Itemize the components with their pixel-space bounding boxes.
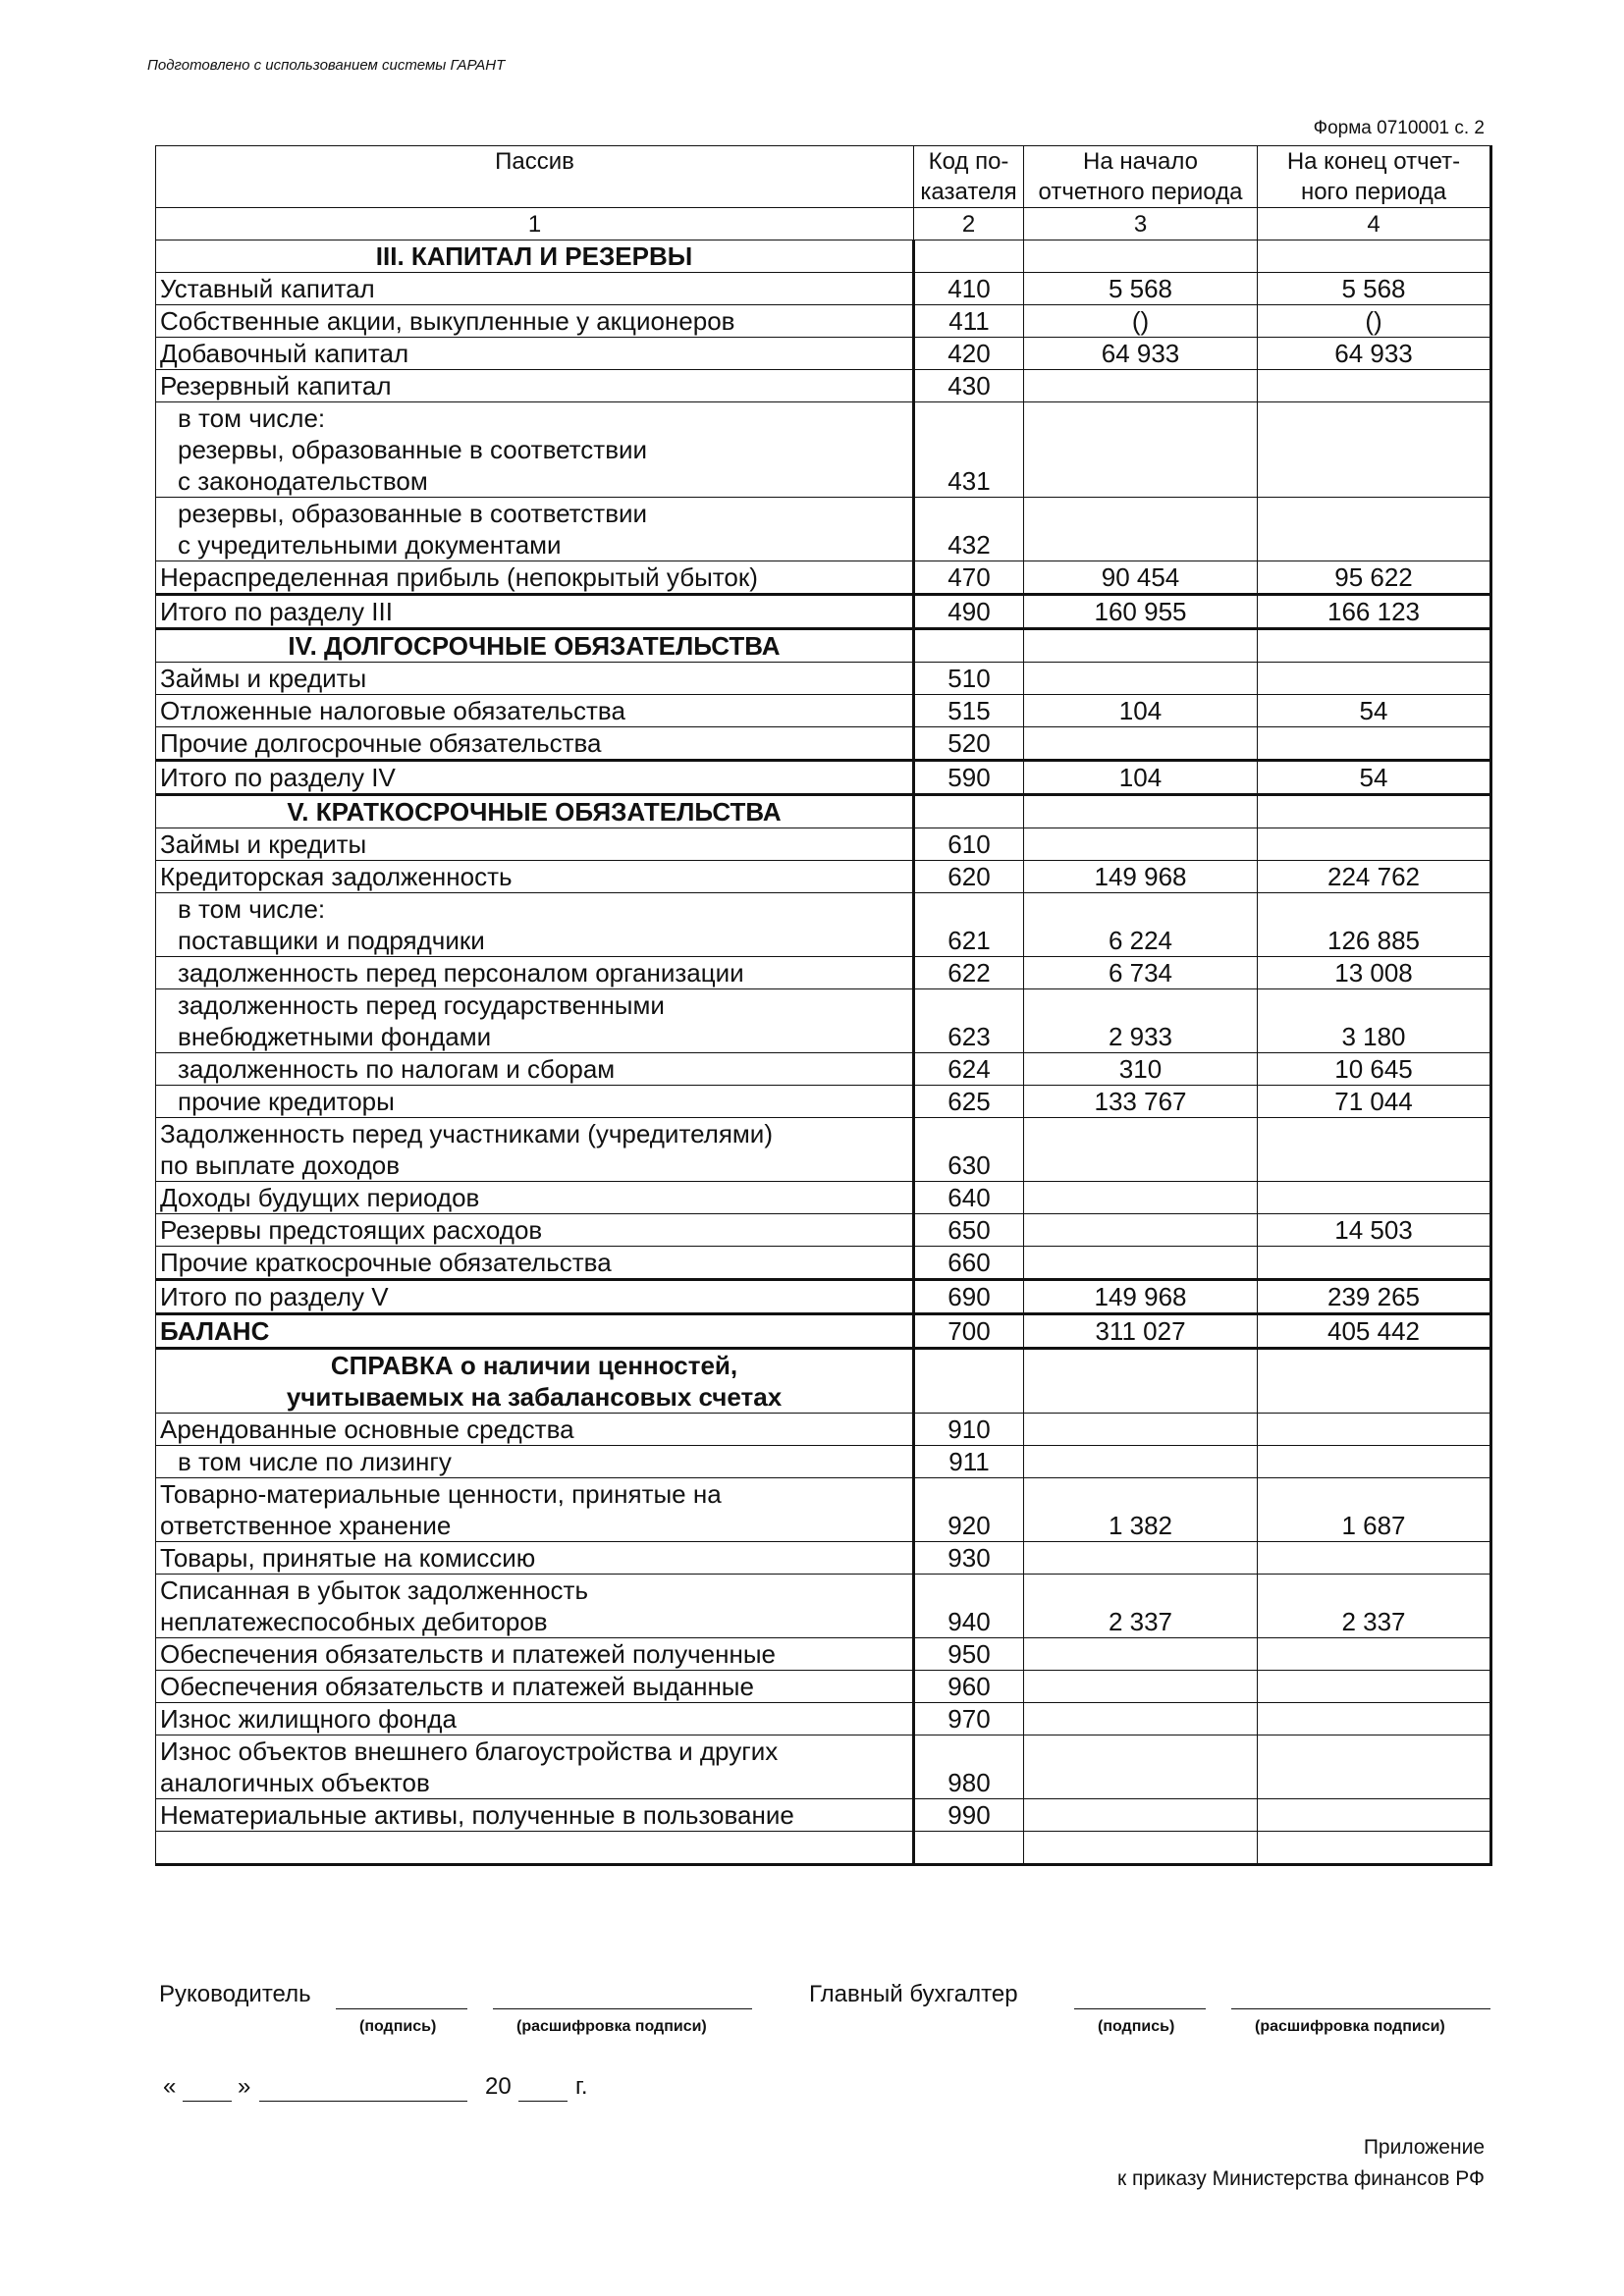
row-code: 411 [914, 305, 1024, 338]
row-value-end: 10 645 [1258, 1053, 1491, 1086]
row-value-start [1024, 1118, 1258, 1182]
table-row [156, 989, 1491, 1053]
footer-line: Приложение [1363, 2136, 1485, 2159]
row-value-start: 2 337 [1024, 1575, 1258, 1638]
row-value-end: 71 044 [1258, 1086, 1491, 1118]
row-value-start [1024, 1182, 1258, 1214]
table-row [156, 1799, 1491, 1832]
row-name: Резервы предстоящих расходов [156, 1214, 914, 1247]
date-year-line[interactable] [518, 2101, 568, 2102]
table-row [156, 1280, 1491, 1314]
row-code [914, 795, 1024, 828]
head-signature-label: Руководитель [159, 1981, 311, 2007]
row-code: 620 [914, 861, 1024, 893]
row-name: Итого по разделу IV [156, 761, 914, 795]
table-row [156, 663, 1491, 695]
footer-note [1117, 2132, 1485, 2195]
row-code: 990 [914, 1799, 1024, 1832]
table-row [156, 1247, 1491, 1280]
row-name: Итого по разделу V [156, 1280, 914, 1314]
row-code [914, 629, 1024, 663]
row-name: Резервный капитал [156, 370, 914, 402]
table-row [156, 1638, 1491, 1671]
row-value-end: 166 123 [1258, 595, 1491, 629]
accountant-signature-line[interactable] [1074, 2008, 1206, 2009]
row-value-start [1024, 370, 1258, 402]
row-name: Обеспечения обязательств и платежей полученные [156, 1638, 914, 1671]
table-row [156, 1446, 1491, 1478]
row-code: 650 [914, 1214, 1024, 1247]
table-row [156, 1086, 1491, 1118]
row-value-start [1024, 1414, 1258, 1446]
row-value-start [1024, 663, 1258, 695]
row-value-end: 239 265 [1258, 1280, 1491, 1314]
row-value-start [1024, 1671, 1258, 1703]
row-value-end [1258, 1414, 1491, 1446]
row-value-start [1024, 1214, 1258, 1247]
row-name: БАЛАНС [156, 1314, 914, 1349]
head-name-line[interactable] [493, 2008, 752, 2009]
table-row [156, 1542, 1491, 1575]
row-value-start [1024, 1446, 1258, 1478]
row-value-end [1258, 663, 1491, 695]
table-row [156, 1671, 1491, 1703]
row-name: прочие кредиторы [156, 1086, 914, 1118]
row-name: в том числе по лизингу [156, 1446, 914, 1478]
row-value-end [1258, 370, 1491, 402]
row-code: 410 [914, 273, 1024, 305]
form-reference: Форма 0710001 с. 2 [1313, 118, 1485, 138]
row-code: 970 [914, 1703, 1024, 1735]
row-value-end: 224 762 [1258, 861, 1491, 893]
row-name: Отложенные налоговые обязательства [156, 695, 914, 727]
row-value-start [1024, 828, 1258, 861]
row-code: 910 [914, 1414, 1024, 1446]
row-value-end [1258, 629, 1491, 663]
row-name: III. КАПИТАЛ И РЕЗЕРВЫ [156, 240, 914, 273]
header-note: Подготовлено с использованием системы ГАРАНТ [147, 57, 506, 74]
row-code [914, 240, 1024, 273]
head-signature-line[interactable] [336, 2008, 467, 2009]
table-row [156, 957, 1491, 989]
row-value-start: 6 224 [1024, 893, 1258, 957]
table-row [156, 1703, 1491, 1735]
table-row [156, 338, 1491, 370]
table-row [156, 893, 1491, 957]
row-code: 420 [914, 338, 1024, 370]
row-value-start [1024, 1703, 1258, 1735]
row-code: 622 [914, 957, 1024, 989]
row-code: 510 [914, 663, 1024, 695]
row-value-start: () [1024, 305, 1258, 338]
row-value-start [1024, 727, 1258, 761]
row-code: 520 [914, 727, 1024, 761]
table-row [156, 795, 1491, 828]
row-value-end [1258, 1247, 1491, 1280]
row-value-end: 1 687 [1258, 1478, 1491, 1542]
row-name: Товары, принятые на комиссию [156, 1542, 914, 1575]
row-name: Доходы будущих периодов [156, 1182, 914, 1214]
row-name: в том числе: резервы, образованные в соответствии с законодательством [156, 402, 914, 498]
row-code: 515 [914, 695, 1024, 727]
row-value-start [1024, 1542, 1258, 1575]
row-code: 930 [914, 1542, 1024, 1575]
row-name: Займы и кредиты [156, 663, 914, 695]
row-code: 960 [914, 1671, 1024, 1703]
row-name [156, 1832, 914, 1865]
row-value-end [1258, 1671, 1491, 1703]
row-value-start: 1 382 [1024, 1478, 1258, 1542]
row-value-start [1024, 1799, 1258, 1832]
row-code: 660 [914, 1247, 1024, 1280]
row-value-start: 311 027 [1024, 1314, 1258, 1349]
row-name: IV. ДОЛГОСРОЧНЫЕ ОБЯЗАТЕЛЬСТВА [156, 629, 914, 663]
row-value-end [1258, 1638, 1491, 1671]
row-value-start: 6 734 [1024, 957, 1258, 989]
date-year-prefix: 20 [485, 2073, 512, 2100]
date-open-quote: « [163, 2073, 177, 2100]
row-value-start [1024, 795, 1258, 828]
row-code: 470 [914, 561, 1024, 595]
row-value-start [1024, 1349, 1258, 1414]
accountant-signature-label: Главный бухгалтер [809, 1981, 1018, 2007]
row-value-end: 5 568 [1258, 273, 1491, 305]
table-row [156, 240, 1491, 273]
date-day-line[interactable] [183, 2101, 232, 2102]
row-code: 700 [914, 1314, 1024, 1349]
row-code: 980 [914, 1735, 1024, 1799]
table-row [156, 1214, 1491, 1247]
table-row [156, 370, 1491, 402]
row-code: 431 [914, 402, 1024, 498]
row-name: Задолженность перед участниками (учредителями) по выплате доходов [156, 1118, 914, 1182]
row-value-end [1258, 402, 1491, 498]
row-value-start [1024, 1247, 1258, 1280]
row-name: задолженность перед персоналом организации [156, 957, 914, 989]
row-name: Займы и кредиты [156, 828, 914, 861]
row-value-start: 90 454 [1024, 561, 1258, 595]
row-value-end [1258, 1542, 1491, 1575]
row-name: Добавочный капитал [156, 338, 914, 370]
column-header-end: На конец отчет- ного периода [1258, 146, 1491, 208]
row-value-start [1024, 240, 1258, 273]
row-value-start [1024, 402, 1258, 498]
row-code [914, 1349, 1024, 1414]
table-row [156, 828, 1491, 861]
row-value-start: 310 [1024, 1053, 1258, 1086]
row-value-start: 64 933 [1024, 338, 1258, 370]
row-name: Итого по разделу III [156, 595, 914, 629]
row-value-end: 54 [1258, 695, 1491, 727]
row-code: 690 [914, 1280, 1024, 1314]
row-name: Нераспределенная прибыль (непокрытый убыток) [156, 561, 914, 595]
row-name: Товарно-материальные ценности, принятые на ответственное хранение [156, 1478, 914, 1542]
column-number: 2 [914, 208, 1024, 240]
table-row [156, 761, 1491, 795]
date-close-quote: » [238, 2073, 251, 2100]
row-value-end [1258, 1799, 1491, 1832]
row-value-end [1258, 828, 1491, 861]
row-value-start: 149 968 [1024, 1280, 1258, 1314]
table-row [156, 1832, 1491, 1865]
column-header-start: На начало отчетного периода [1024, 146, 1258, 208]
table-row [156, 1414, 1491, 1446]
row-name: Арендованные основные средства [156, 1414, 914, 1446]
row-value-end: 14 503 [1258, 1214, 1491, 1247]
row-value-end: 405 442 [1258, 1314, 1491, 1349]
row-code: 625 [914, 1086, 1024, 1118]
row-value-end [1258, 498, 1491, 561]
row-name: в том числе: поставщики и подрядчики [156, 893, 914, 957]
row-value-end: 126 885 [1258, 893, 1491, 957]
table-row [156, 595, 1491, 629]
row-code: 590 [914, 761, 1024, 795]
row-name: Прочие краткосрочные обязательства [156, 1247, 914, 1280]
row-name: Списанная в убыток задолженность неплатежеспособных дебиторов [156, 1575, 914, 1638]
table-row [156, 1575, 1491, 1638]
signature-caption: (подпись) [359, 2018, 437, 2035]
row-code: 621 [914, 893, 1024, 957]
row-code: 630 [914, 1118, 1024, 1182]
row-value-end [1258, 727, 1491, 761]
accountant-name-line[interactable] [1231, 2008, 1490, 2009]
row-code [914, 1832, 1024, 1865]
row-value-end [1258, 1349, 1491, 1414]
table-row [156, 402, 1491, 498]
row-value-end: 54 [1258, 761, 1491, 795]
row-value-end [1258, 240, 1491, 273]
row-name: Прочие долгосрочные обязательства [156, 727, 914, 761]
row-value-start [1024, 1638, 1258, 1671]
table-row [156, 1314, 1491, 1349]
row-value-end [1258, 1446, 1491, 1478]
row-name: Кредиторская задолженность [156, 861, 914, 893]
column-number: 4 [1258, 208, 1491, 240]
row-name: Износ объектов внешнего благоустройства и других аналогичных объектов [156, 1735, 914, 1799]
row-code: 432 [914, 498, 1024, 561]
row-value-end [1258, 1118, 1491, 1182]
row-value-end [1258, 795, 1491, 828]
row-code: 911 [914, 1446, 1024, 1478]
row-value-end: () [1258, 305, 1491, 338]
table-row [156, 1053, 1491, 1086]
row-code: 623 [914, 989, 1024, 1053]
row-code: 950 [914, 1638, 1024, 1671]
row-value-end [1258, 1832, 1491, 1865]
row-code: 490 [914, 595, 1024, 629]
table-row [156, 727, 1491, 761]
row-name: задолженность перед государственными внебюджетными фондами [156, 989, 914, 1053]
decode-caption: (расшифровка подписи) [516, 2018, 707, 2035]
row-code: 610 [914, 828, 1024, 861]
row-value-start [1024, 629, 1258, 663]
row-value-start: 2 933 [1024, 989, 1258, 1053]
row-name: СПРАВКА о наличии ценностей, учитываемых на забалансовых счетах [156, 1349, 914, 1414]
row-name: Обеспечения обязательств и платежей выданные [156, 1671, 914, 1703]
balance-liabilities-table [155, 145, 1492, 1866]
date-month-line[interactable] [259, 2101, 467, 2102]
row-value-end: 13 008 [1258, 957, 1491, 989]
row-value-start [1024, 1832, 1258, 1865]
row-code: 940 [914, 1575, 1024, 1638]
table-row [156, 695, 1491, 727]
row-value-end: 95 622 [1258, 561, 1491, 595]
column-header-code: Код по- казателя [914, 146, 1024, 208]
signature-caption: (подпись) [1098, 2018, 1175, 2035]
footer-line: к приказу Министерства финансов РФ [1117, 2167, 1485, 2190]
row-value-end: 2 337 [1258, 1575, 1491, 1638]
row-value-start: 104 [1024, 695, 1258, 727]
row-value-start: 160 955 [1024, 595, 1258, 629]
row-code: 920 [914, 1478, 1024, 1542]
table-row [156, 1349, 1491, 1414]
row-value-end [1258, 1182, 1491, 1214]
table-row [156, 861, 1491, 893]
row-value-start [1024, 1735, 1258, 1799]
row-code: 640 [914, 1182, 1024, 1214]
table-row [156, 561, 1491, 595]
table-row [156, 1118, 1491, 1182]
row-value-start: 149 968 [1024, 861, 1258, 893]
row-value-end: 3 180 [1258, 989, 1491, 1053]
date-year-suffix: г. [575, 2073, 588, 2100]
row-name: Нематериальные активы, полученные в пользование [156, 1799, 914, 1832]
row-value-start: 5 568 [1024, 273, 1258, 305]
row-name: резервы, образованные в соответствии с учредительными документами [156, 498, 914, 561]
table-row [156, 1735, 1491, 1799]
row-value-start [1024, 498, 1258, 561]
row-value-start: 133 767 [1024, 1086, 1258, 1118]
table-row [156, 1182, 1491, 1214]
row-value-end [1258, 1735, 1491, 1799]
column-number: 1 [156, 208, 914, 240]
row-value-end [1258, 1703, 1491, 1735]
table-row [156, 1478, 1491, 1542]
row-name: Износ жилищного фонда [156, 1703, 914, 1735]
column-number: 3 [1024, 208, 1258, 240]
row-name: V. КРАТКОСРОЧНЫЕ ОБЯЗАТЕЛЬСТВА [156, 795, 914, 828]
row-name: Собственные акции, выкупленные у акционеров [156, 305, 914, 338]
table-row [156, 305, 1491, 338]
row-code: 430 [914, 370, 1024, 402]
row-name: задолженность по налогам и сборам [156, 1053, 914, 1086]
row-value-end: 64 933 [1258, 338, 1491, 370]
table-row [156, 498, 1491, 561]
row-value-start: 104 [1024, 761, 1258, 795]
table-row [156, 273, 1491, 305]
table-row [156, 629, 1491, 663]
column-header-name: Пассив [156, 146, 914, 208]
row-code: 624 [914, 1053, 1024, 1086]
decode-caption: (расшифровка подписи) [1255, 2018, 1445, 2035]
row-name: Уставный капитал [156, 273, 914, 305]
